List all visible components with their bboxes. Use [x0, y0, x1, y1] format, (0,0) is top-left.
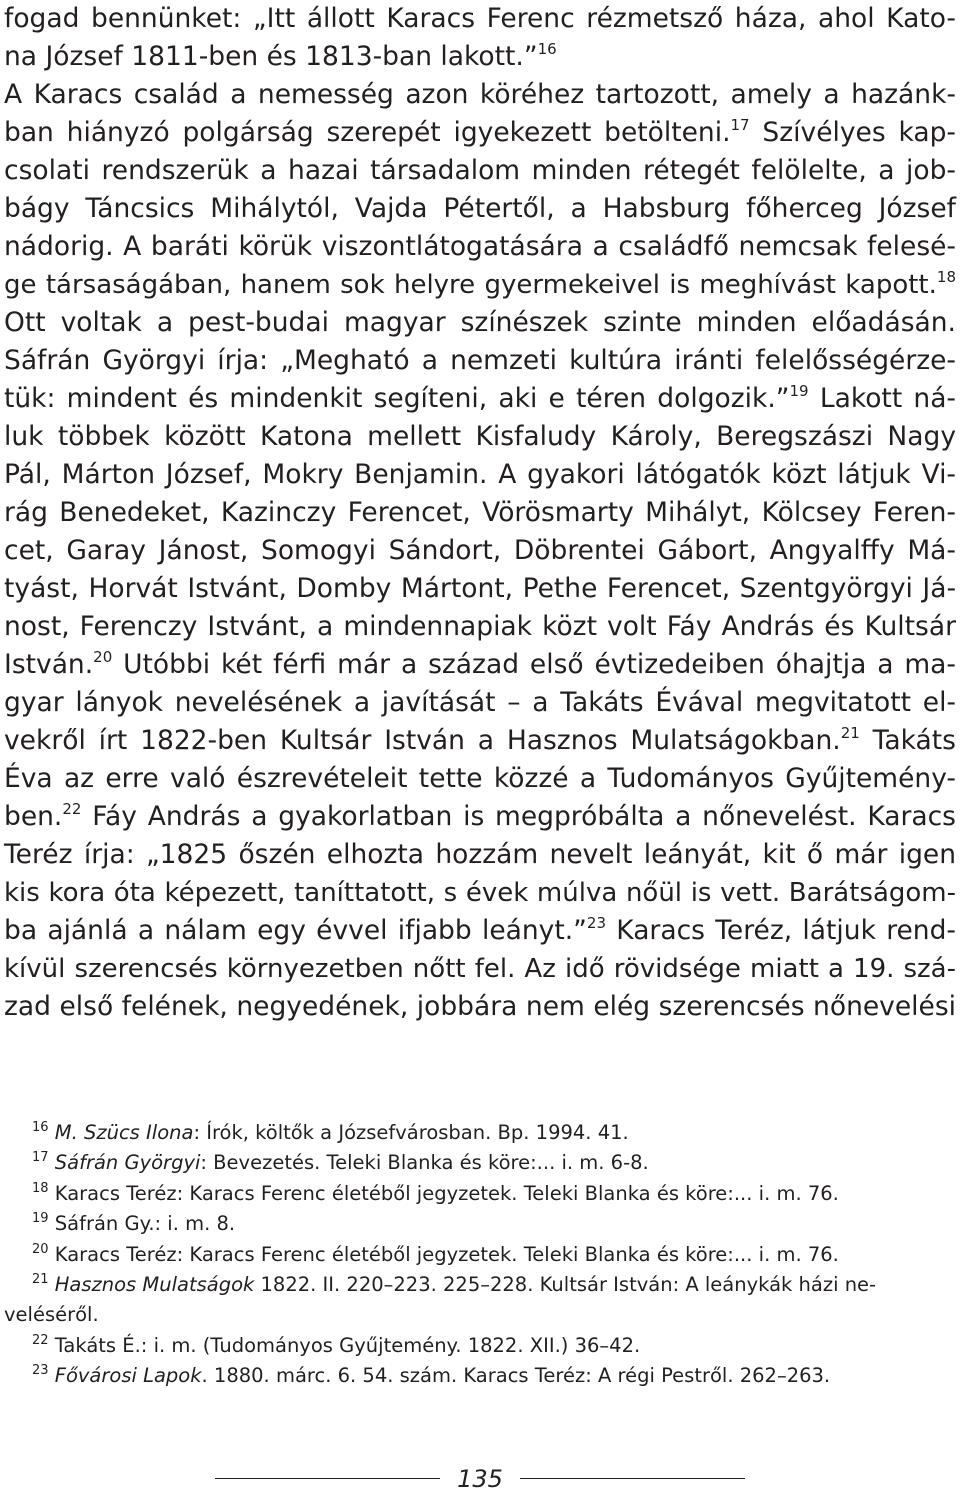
footnote: $^{19}$ Sáfrán Gy.: i. m. 8. [32, 1211, 236, 1235]
footnote-ref: 21 [840, 724, 860, 742]
footnote: $^{23}$ Fővárosi Lapok. 1880. márc. 6. 54. szám. Karacs Teréz: A régi Pestről. 262–263. [32, 1363, 831, 1387]
text-line: nost, Ferenczy Istvánt, a mindennapiak közt volt Fáy András és Kultsár [4, 611, 956, 642]
footnote-ref: 20 [93, 648, 113, 666]
text-line: Ott voltak a pest-budai magyar színészek szinte minden előadásán. [4, 307, 956, 338]
text-line: ge társaságában, hanem sok helyre gyermekeivel is meghívást kapott.$^{18}$ [4, 268, 956, 300]
footnote-ref: 16 [537, 40, 557, 58]
page-number: 135 [457, 1465, 503, 1493]
footnote-ref: 23 [586, 914, 606, 932]
text-line: zad első felének, negyedének, jobbára nem elég szerencsés nőnevelési [4, 991, 956, 1022]
page-number-rule-right [520, 1478, 745, 1479]
text-line: bágy Táncsics Mihálytól, Vajda Pétertől, a Habsburg főherceg József [4, 193, 956, 224]
footnote: $^{17}$ Sáfrán Györgyi: Bevezetés. Teleki Blanka és köre:... i. m. 6-8. [32, 1150, 649, 1174]
text-line: fogad bennünket: „Itt állott Karacs Ferenc rézmetsző háza, ahol Kato- [4, 3, 956, 34]
text-line: ben.$^{22}$ Fáy András a gyakorlatban is megpróbálta a nőnevelést. Karacs [4, 800, 956, 832]
text-line: vekről írt 1822-ben Kultsár István a Hasznos Mulatságokban.$^{21}$ Takáts [4, 724, 956, 756]
text-line: ba ajánlá a nálam egy évvel ifjabb leányt.”$^{23}$ Karacs Teréz, látjuk rend- [4, 914, 956, 946]
footnote: $^{16}$ M. Szücs Ilona: Írók, költők a Józsefvárosban. Bp. 1994. 41. [32, 1120, 629, 1144]
footnote: $^{21}$ Hasznos Mulatságok 1822. II. 220–223. 225–228. Kultsár István: A leánykák házi ne- [32, 1272, 877, 1296]
text-line: Sáfrán Györgyi írja: „Megható a nemzeti kultúra iránti felelősségérze- [4, 345, 956, 376]
page-number-rule-left [215, 1478, 440, 1479]
text-line: rág Benedeket, Kazinczy Ferencet, Vörösmarty Mihályt, Kölcsey Feren- [4, 497, 956, 528]
footnote: $^{18}$ Karacs Teréz: Karacs Ferenc életéből jegyzetek. Teleki Blanka és köre:... i. m. 76. [32, 1181, 839, 1205]
footnote-ref: 22 [62, 800, 82, 818]
footnote: $^{20}$ Karacs Teréz: Karacs Ferenc életéből jegyzetek. Teleki Blanka és köre:... i. m. 76. [32, 1242, 839, 1266]
text-line: nádorig. A baráti körük viszontlátogatására a családfő nemcsak felesé- [4, 231, 956, 262]
text-line: A Karacs család a nemesség azon köréhez tartozott, amely a hazánk- [4, 79, 956, 110]
text-line: csolati rendszerük a hazai társadalom minden rétegét felölelte, a job- [4, 155, 956, 186]
text-line: ban hiányzó polgárság szerepét igyekezett betölteni.$^{17}$ Szívélyes kap- [4, 116, 956, 148]
footnote-ref: 18 [936, 268, 956, 286]
text-line: na József 1811-ben és 1813-ban lakott.”$^{16}$ [4, 40, 557, 72]
text-line: Teréz írja: „1825 őszén elhozta hozzám nevelt leányát, kit ő már igen [4, 839, 956, 870]
text-line: Éva az erre való észrevételeit tette közzé a Tudományos Gyűjtemény- [4, 763, 956, 794]
text-line: luk többek között Katona mellett Kisfaludy Károly, Beregszászi Nagy [4, 421, 956, 452]
text-line: Pál, Márton József, Mokry Benjamin. A gyakori látógatók közt látjuk Vi- [4, 459, 956, 490]
text-line: tük: mindent és mindenkit segíteni, aki e téren dolgozik.”$^{19}$ Lakott ná- [4, 382, 956, 414]
text-line: kis kora óta képezett, taníttatott, s évek múlva nőül is vett. Barátságom- [4, 878, 956, 908]
text-line: gyar lányok nevelésének a javítását – a Takáts Évával megvitatott el- [4, 687, 956, 718]
footnote-ref: 19 [789, 382, 809, 400]
footnote-continuation: veléséről. [4, 1303, 99, 1326]
text-line: cet, Garay Jánost, Somogyi Sándort, Döbrentei Gábort, Angyalffy Má- [4, 535, 956, 566]
footnote-ref: 17 [730, 116, 750, 134]
text-line: István.$^{20}$ Utóbbi két férfi már a század első évtizedeiben óhajtja a ma- [4, 648, 956, 680]
text-line: tyást, Horvát Istvánt, Domby Mártont, Pethe Ferencet, Szentgyörgyi Já- [4, 573, 956, 604]
footnote: $^{22}$ Takáts É.: i. m. (Tudományos Gyűjtemény. 1822. XII.) 36–42. [32, 1333, 641, 1357]
text-line: kívül szerencsés környezetben nőtt fel. Az idő rövidsége miatt a 19. szá- [4, 954, 956, 984]
